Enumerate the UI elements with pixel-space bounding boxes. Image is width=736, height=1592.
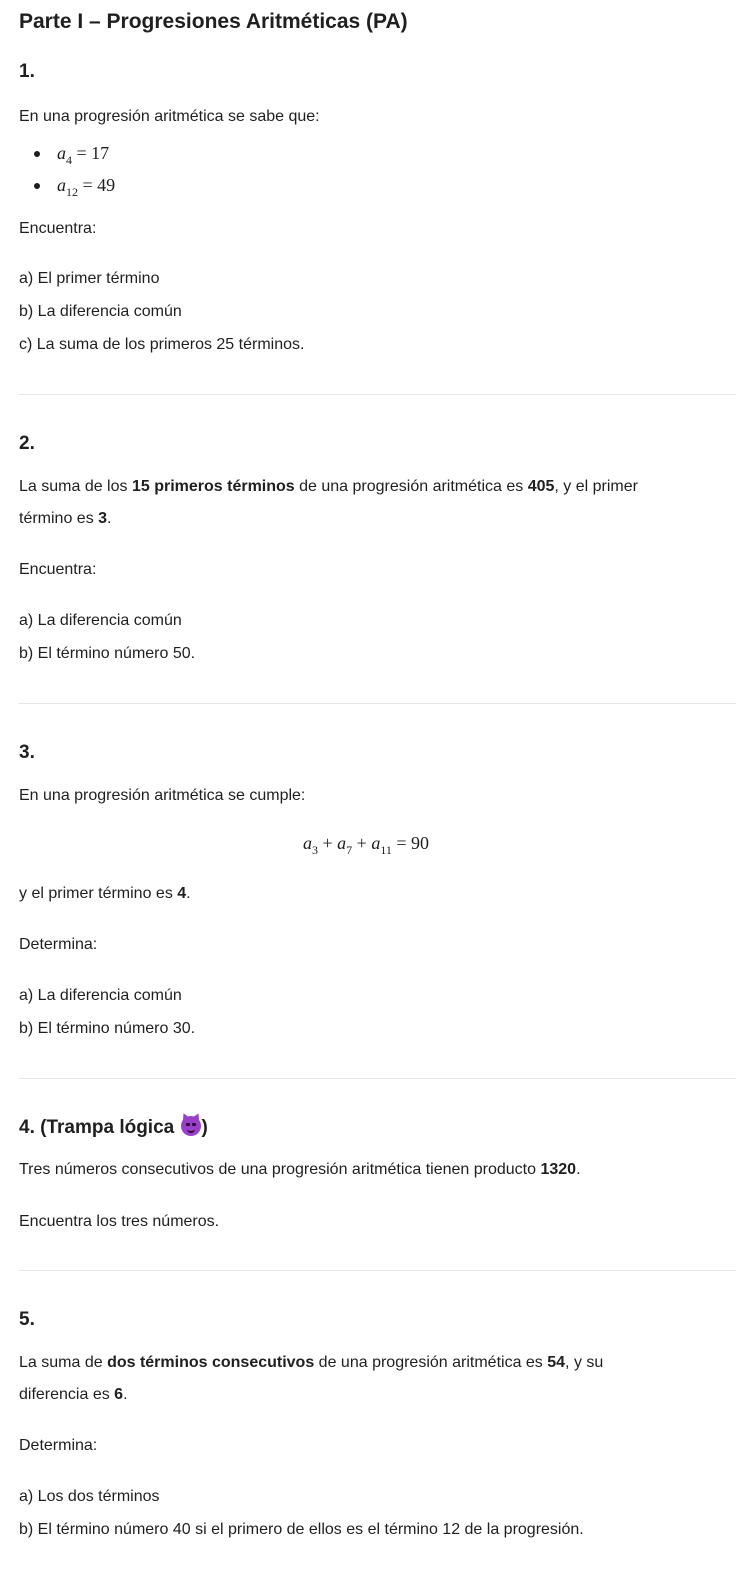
problem-1-find: Encuentra:	[19, 220, 97, 237]
title-text: 4. (Trampa lógica	[19, 1117, 180, 1138]
problem-4-line-2: Encuentra los tres números.	[19, 1213, 220, 1230]
text: diferencia es	[19, 1386, 115, 1403]
problem-4-title	[19, 1116, 208, 1140]
text: Tres números consecutivos de una progresión aritmética tienen producto	[19, 1161, 541, 1178]
bullet-2	[34, 183, 40, 189]
text: , y su	[565, 1354, 604, 1371]
eye	[192, 1123, 196, 1126]
text: , y el primer	[554, 478, 638, 495]
eq-sub: 11	[380, 843, 392, 857]
problem-5-item-a: a) Los dos términos	[19, 1488, 160, 1505]
bold-text: 1320	[540, 1161, 577, 1178]
bold-text: 54	[547, 1354, 566, 1371]
eq-val: 17	[91, 143, 110, 163]
problem-2-find: Encuentra:	[19, 561, 97, 578]
mouth	[187, 1128, 195, 1133]
bullet-1	[34, 151, 40, 157]
problem-5-line-1	[19, 1353, 603, 1373]
equation-sum	[303, 832, 429, 856]
eq-var: a	[303, 833, 312, 853]
eq-sub: 12	[66, 185, 78, 199]
eq-sub: 3	[312, 843, 318, 857]
eq-val: 49	[97, 175, 116, 195]
divider	[19, 703, 736, 704]
problem-4-line-1	[19, 1160, 581, 1180]
bold-text: 6	[114, 1386, 124, 1403]
problem-2-item-b: b) El término número 50.	[19, 645, 196, 662]
eq-sub: 4	[66, 153, 72, 167]
eq-var: a	[371, 833, 381, 853]
problem-3-item-b: b) El término número 30.	[19, 1020, 196, 1037]
problem-2-item-a: a) La diferencia común	[19, 612, 182, 629]
problem-1-item-c: c) La suma de los primeros 25 términos.	[19, 336, 305, 353]
problem-5-number: 5.	[19, 1309, 35, 1330]
bold-text: 15 primeros términos	[131, 478, 295, 495]
title-text: )	[201, 1117, 208, 1138]
eq-rel: =	[78, 175, 98, 195]
divider	[19, 1270, 736, 1271]
divider	[19, 394, 736, 395]
page-title: Parte I – Progresiones Aritméticas (PA)	[19, 10, 408, 33]
smiling-devil-icon	[181, 1116, 201, 1136]
text: La suma de	[19, 1354, 108, 1371]
problem-5-item-b: b) El término número 40 si el primero de ellos es el término 12 de la progresión.	[19, 1521, 584, 1538]
text: de una progresión aritmética es	[314, 1354, 548, 1371]
problem-3-find: Determina:	[19, 936, 98, 953]
text: La suma de los	[19, 478, 132, 495]
text: término es	[19, 510, 99, 527]
problem-3-line-2	[19, 884, 191, 904]
problem-1-item-a: a) El primer término	[19, 270, 160, 287]
eq-plus: +	[318, 833, 338, 853]
eq-var: a	[57, 143, 66, 163]
problem-5-find: Determina:	[19, 1437, 98, 1454]
text: .	[123, 1386, 128, 1403]
eq-var: a	[57, 175, 66, 195]
equation-a12	[57, 174, 115, 198]
problem-3-item-a: a) La diferencia común	[19, 987, 182, 1004]
eq-rel: =	[72, 143, 92, 163]
problem-2-line-2	[19, 509, 112, 529]
eq-sub: 7	[346, 843, 353, 857]
problem-3-number: 3.	[19, 742, 35, 763]
bold-text: 3	[98, 510, 108, 527]
text: .	[576, 1161, 581, 1178]
problem-1-number: 1.	[19, 61, 35, 82]
equation-a4	[57, 142, 109, 166]
bold-text: dos términos consecutivos	[107, 1354, 315, 1371]
divider	[19, 1078, 736, 1079]
eye	[186, 1123, 190, 1126]
eq-var: a	[337, 833, 347, 853]
problem-3-intro: En una progresión aritmética se cumple:	[19, 787, 306, 804]
text: y el primer término es	[19, 885, 178, 902]
text: de una progresión aritmética es	[294, 478, 528, 495]
eq-plus: +	[352, 833, 372, 853]
eq-rel: =	[391, 833, 412, 853]
bold-text: 405	[527, 478, 555, 495]
bold-text: 4	[177, 885, 187, 902]
eq-val: 90	[411, 833, 430, 853]
text: .	[107, 510, 112, 527]
problem-5-line-2	[19, 1385, 128, 1405]
problem-1-intro: En una progresión aritmética se sabe que:	[19, 108, 320, 125]
text: .	[186, 885, 191, 902]
problem-1-item-b: b) La diferencia común	[19, 303, 182, 320]
problem-2-number: 2.	[19, 433, 35, 454]
problem-2-line-1	[19, 477, 638, 497]
